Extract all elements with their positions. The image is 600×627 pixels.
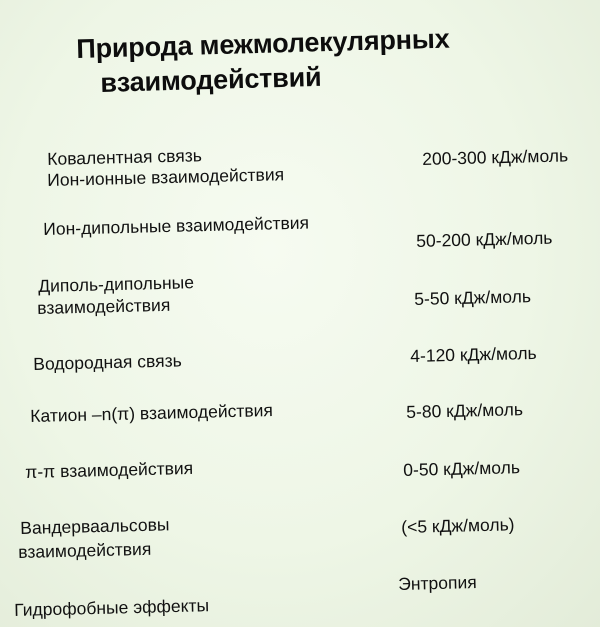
label-dipole-dipole: Диполь-дипольные bbox=[38, 272, 195, 296]
label-van-der-waals-line-2: взаимодействия bbox=[18, 538, 152, 562]
slide-title-line-1: Природа межмолекулярных bbox=[76, 23, 450, 64]
value-pi-pi: 0-50 кДж/моль bbox=[403, 457, 521, 480]
label-van-der-waals: Вандерваальсовы bbox=[20, 514, 170, 538]
label-covalent-bond: Ковалентная связь bbox=[47, 145, 203, 169]
label-ion-ion: Ион-ионные взаимодействия bbox=[47, 164, 285, 190]
value-cation-n-pi: 5-80 кДж/моль bbox=[406, 399, 524, 422]
label-pi-pi: π-π взаимодействия bbox=[25, 457, 194, 482]
value-hydrophobic-effects: Энтропия bbox=[398, 572, 477, 594]
label-dipole-dipole-line-2: взаимодействия bbox=[37, 294, 171, 318]
value-dipole-dipole: 5-50 кДж/моль bbox=[414, 286, 532, 309]
value-covalent-bond: 200-300 кДж/моль bbox=[422, 145, 569, 169]
slide-title-line-2: взаимодействий bbox=[100, 61, 322, 98]
label-ion-dipole: Ион-дипольные взаимодействия bbox=[43, 212, 310, 239]
label-hydrogen-bond: Водородная связь bbox=[33, 350, 182, 374]
label-hydrophobic-effects: Гидрофобные эффекты bbox=[14, 595, 210, 620]
value-hydrogen-bond: 4-120 кДж/моль bbox=[410, 342, 537, 366]
label-cation-n-pi: Катион –n(π) взаимодействия bbox=[30, 400, 274, 426]
value-van-der-waals: (<5 кДж/моль) bbox=[401, 514, 515, 537]
value-ion-dipole: 50-200 кДж/моль bbox=[416, 227, 553, 251]
